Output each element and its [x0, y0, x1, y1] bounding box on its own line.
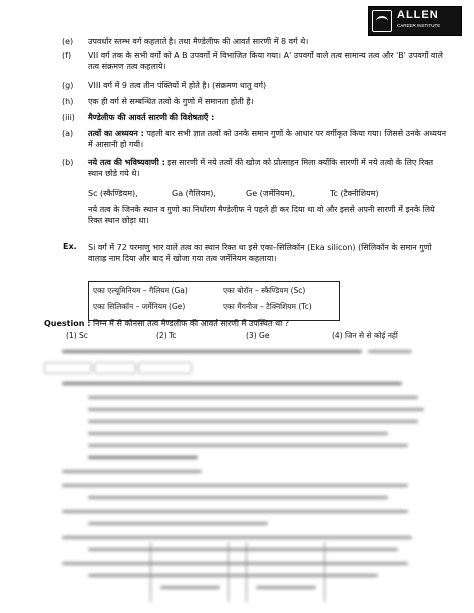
- blurred-content: [0, 336, 474, 613]
- example-label: Ex.: [63, 242, 77, 251]
- item-body: पहली बार सभी ज्ञात तत्वों को उनके समान गुणों के आधार पर वर्गीकृत किया गया। जिससे उनके अध्ययन में आसानी हो गयी।: [88, 129, 447, 149]
- item-text: एक ही वर्ग से सम्बन्धित तत्वो के गुणो में समानता होती है।: [88, 97, 254, 106]
- eka-cell: एका सिलिकॉन – जर्मेनियम (Ge): [93, 302, 186, 311]
- item-text: उपवर्धार स्तम्भ वर्ग कहलाते है। तथा मैण्डेलीफ की आवर्त सारणी में 8 वर्ग थे।: [88, 37, 309, 46]
- example-text: Si वर्ग में 72 परमाणु भार वाले तत्व का स्थान रिक्त था इसे एका–सिलिकॉन (Eka silicon) (सिलिकॉन के समान गुणो वालाह्र नाम दिया और बाद में खोजा गया तत्व जर्मेनियम कहलाया।: [88, 243, 432, 263]
- item-text: [88, 157, 448, 179]
- item-label: (g): [62, 81, 74, 90]
- item-label: (iii): [62, 113, 75, 122]
- option-4[interactable]: (4) जिन से से कोई नहीं: [332, 331, 398, 340]
- item-label: (h): [62, 97, 74, 106]
- item-body: इस सारणी में नये तत्वों की खोज को प्रोत्साहन मिला क्योंकि सारणी में नये तत्वो के लिए रिक्त स्थान छोडे गये थे।: [88, 158, 434, 178]
- element-tc: Tc (टैक्नीशियम): [330, 189, 379, 198]
- item-text: VII वर्ग तक के सभी वर्गों को A B उपवर्गो में विभाजित किया गया। A' उपवर्गो वाले तत्व सामान्य तत्व और 'B' उपवर्गो वाले तत्व संक्रमण तत्व कहलाये।: [88, 51, 443, 71]
- option-1[interactable]: (1) Sc: [66, 331, 88, 340]
- b-extra-text: नये तत्व के जिनके स्थान व गुणो का निर्धारण मैण्डेलीफ ने पहले ही कर दिया था वो और इससे अपनी सारणी में इनके लिये रिक्त स्थान छोड़ा था।: [88, 205, 435, 225]
- eka-cell: एका मैंगनीज – टैक्निशियम (Tc): [223, 302, 312, 311]
- item-label: (a): [62, 129, 74, 138]
- item-text: [88, 128, 448, 150]
- eka-cell: एका एल्यूमिनियम – गैलियम (Ga): [93, 286, 188, 295]
- question: [44, 318, 289, 329]
- item-label: (e): [62, 37, 74, 46]
- allen-logo: [368, 6, 462, 36]
- section-heading: मैण्डेलीफ की आवर्त सारणी की विशेषताएँ :: [88, 113, 215, 122]
- item-bold: तत्वों का अध्ययन :: [88, 129, 144, 138]
- element-sc: Sc (स्कैण्डियम),: [88, 189, 138, 198]
- logo-name: ALLEN: [397, 9, 439, 21]
- element-ge: Ge (जर्मेनियम),: [246, 189, 296, 198]
- element-ga: Ga (गैलियम),: [172, 189, 216, 198]
- item-text: VIII वर्ग में 9 तत्व तीन पंक्तियों में होते है। (संक्रमण धातु वर्ग): [88, 81, 267, 90]
- item-label: (b): [62, 158, 74, 167]
- question-text: निम्न में से कौनसा तत्व मैण्डलीफ की आवर्त सारणी में उपस्थित था ?: [92, 319, 289, 328]
- eka-table: [88, 281, 340, 321]
- item-label: (f): [62, 51, 72, 60]
- question-label: Question :: [44, 319, 91, 328]
- option-3[interactable]: (3) Ge: [246, 331, 270, 340]
- bird-icon: [372, 10, 392, 32]
- option-2[interactable]: (2) Tc: [156, 331, 177, 340]
- logo-subtext: CAREER INSTITUTE: [397, 23, 441, 28]
- eka-cell: एका बोरॉन – स्कैण्डियम (Sc): [223, 286, 306, 295]
- item-bold: नये तत्व की भविष्यवाणी :: [88, 158, 165, 167]
